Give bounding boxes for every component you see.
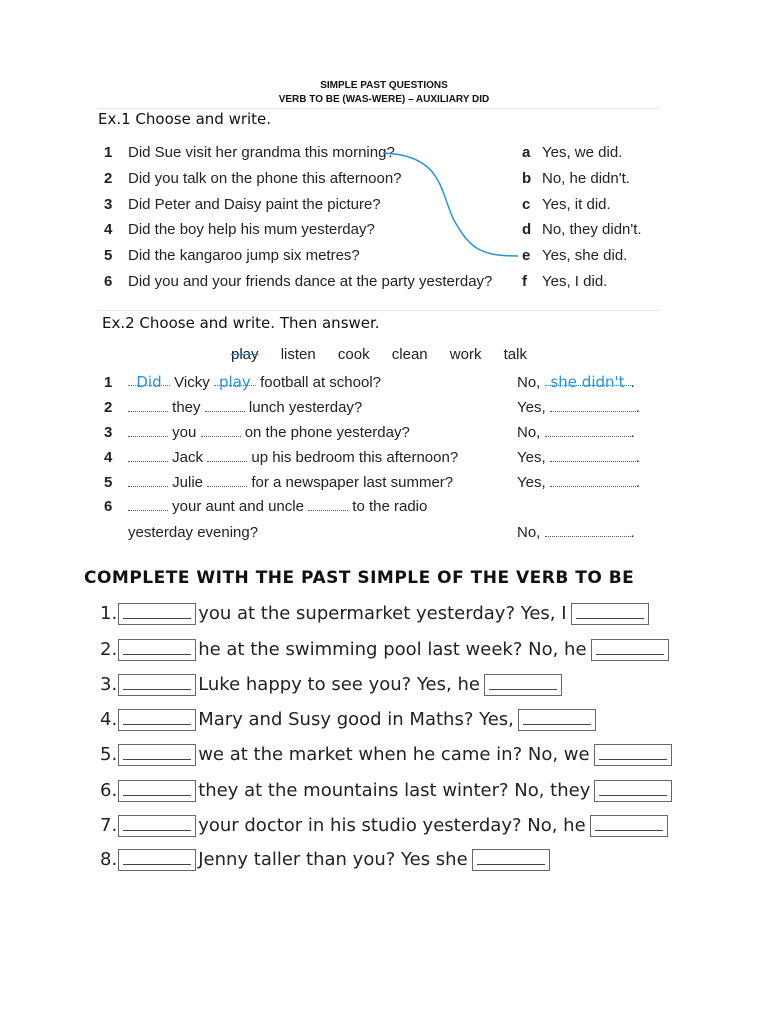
ex2-row-6: 6 your aunt and uncle to the radio xyxy=(104,498,428,515)
ex1-question-1: 1 Did Sue visit her grandma this morning? xyxy=(104,144,395,161)
ex1-answer-d: d No, they didn't. xyxy=(522,221,642,238)
worksheet-title: SIMPLE PAST QUESTIONS xyxy=(320,80,448,91)
word-bank-item: play xyxy=(231,346,259,363)
ex1-divider xyxy=(98,310,660,311)
answer-box[interactable] xyxy=(118,674,196,696)
ex2-answer-5: Yes, . xyxy=(517,474,640,491)
ex2-blank[interactable] xyxy=(207,474,247,487)
answer-box[interactable] xyxy=(118,709,196,731)
answer-box[interactable] xyxy=(484,674,562,696)
ex2-row-2: 2 they lunch yesterday? xyxy=(104,399,363,416)
answer-box[interactable] xyxy=(590,815,668,837)
ex3-sentence-5: 5. we at the market when he came in? No, we xyxy=(100,742,672,768)
ex2-row-6-continuation: yesterday evening? xyxy=(128,524,259,541)
ex1-answer-f: f Yes, I did. xyxy=(522,273,608,290)
word-bank-item: listen xyxy=(280,346,316,363)
ex2-answer-blank[interactable] xyxy=(550,399,636,412)
ex3-sentence-3: 3. Luke happy to see you? Yes, he xyxy=(100,672,562,698)
ex2-blank[interactable] xyxy=(207,449,247,462)
ex2-blank[interactable] xyxy=(308,498,348,511)
word-bank-item: cook xyxy=(337,346,370,363)
ex2-blank[interactable] xyxy=(128,498,168,511)
ex3-sentence-7: 7. your doctor in his studio yesterday? No, he xyxy=(100,813,668,839)
answer-box[interactable] xyxy=(118,815,196,837)
word-bank-item: clean xyxy=(391,346,428,363)
ex1-question-3: 3 Did Peter and Daisy paint the picture? xyxy=(104,196,381,213)
ex2-answer-6: No, . xyxy=(517,524,635,541)
word-bank-item: work xyxy=(449,346,482,363)
ex2-answer-blank[interactable] xyxy=(545,524,631,537)
ex3-sentence-1: 1. you at the supermarket yesterday? Yes, I xyxy=(100,601,649,627)
ex2-row-5: 5 Julie for a newspaper last summer? xyxy=(104,474,454,491)
ex2-answer-1: No, she didn't . xyxy=(517,373,635,391)
answer-box[interactable] xyxy=(518,709,596,731)
answer-box[interactable] xyxy=(118,744,196,766)
ex1-answer-b: b No, he didn't. xyxy=(522,170,630,187)
ex1-question-4: 4 Did the boy help his mum yesterday? xyxy=(104,221,375,238)
ex2-answer-blank[interactable] xyxy=(545,424,631,437)
ex2-row-3: 3 you on the phone yesterday? xyxy=(104,424,410,441)
word-bank-item: talk xyxy=(503,346,527,363)
ex1-question-6: 6 Did you and your friends dance at the party yesterday? xyxy=(104,273,493,290)
answer-box[interactable] xyxy=(591,639,669,661)
ex1-answer-e: e Yes, she did. xyxy=(522,247,628,264)
ex3-sentence-8: 8. Jenny taller than you? Yes she xyxy=(100,847,550,873)
ex2-blank[interactable] xyxy=(205,399,245,412)
ex1-question-2: 2 Did you talk on the phone this afternoon? xyxy=(104,170,402,187)
answer-box[interactable] xyxy=(594,780,672,802)
ex2-title: Ex.2 Choose and write. Then answer. xyxy=(102,314,380,332)
ex2-answer-blank[interactable] xyxy=(550,449,636,462)
ex2-row-4: 4 Jack up his bedroom this afternoon? xyxy=(104,449,459,466)
ex1-question-5: 5 Did the kangaroo jump six metres? xyxy=(104,247,360,264)
ex2-blank[interactable] xyxy=(128,474,168,487)
ex2-answer-3: No, . xyxy=(517,424,635,441)
ex2-answer-blank[interactable] xyxy=(550,474,636,487)
ex2-word-bank xyxy=(231,346,545,363)
ex1-answer-c: c Yes, it did. xyxy=(522,196,611,213)
answer-box[interactable] xyxy=(118,849,196,871)
answer-box[interactable] xyxy=(118,639,196,661)
ex2-row-1: 1 Did Vicky play football at school? xyxy=(104,373,382,391)
ex3-title: COMPLETE WITH THE PAST SIMPLE OF THE VERB TO BE xyxy=(84,568,635,588)
ex2-blank[interactable] xyxy=(128,399,168,412)
ex3-sentence-2: 2. he at the swimming pool last week? No, he xyxy=(100,637,669,663)
ex3-sentence-6: 6. they at the mountains last winter? No, they xyxy=(100,778,672,804)
ex2-answer-4: Yes, . xyxy=(517,449,640,466)
answer-box[interactable] xyxy=(594,744,672,766)
ex2-blank[interactable] xyxy=(201,424,241,437)
answer-box[interactable] xyxy=(118,780,196,802)
ex1-answer-a: a Yes, we did. xyxy=(522,144,623,161)
ex2-blank[interactable] xyxy=(128,449,168,462)
answer-box[interactable] xyxy=(118,603,196,625)
answer-box[interactable] xyxy=(571,603,649,625)
ex3-sentence-4: 4. Mary and Susy good in Maths? Yes, xyxy=(100,707,596,733)
worksheet-subtitle: VERB TO BE (WAS-WERE) – AUXILIARY DID xyxy=(278,94,490,105)
answer-box[interactable] xyxy=(472,849,550,871)
ex2-aux-answer: Did xyxy=(128,373,170,386)
ex2-blank[interactable] xyxy=(128,424,168,437)
ex2-answer-2: Yes, . xyxy=(517,399,640,416)
ex1-title: Ex.1 Choose and write. xyxy=(98,110,272,128)
ex2-verb-answer: play xyxy=(214,373,256,386)
